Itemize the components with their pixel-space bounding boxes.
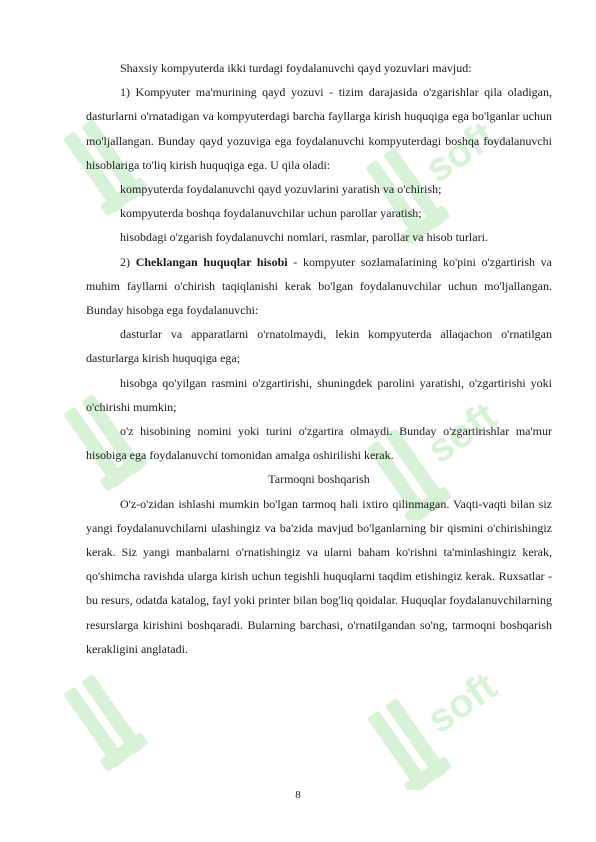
watermark-text: soft bbox=[417, 113, 503, 192]
paragraph-limited-account bbox=[86, 250, 552, 323]
paragraph-number: 2) bbox=[120, 254, 130, 269]
body-text bbox=[86, 56, 552, 661]
paragraph-intro: Shaxsiy kompyuterda ikki turdagi foydalanuvchi qayd yozuvlari mavjud: bbox=[120, 61, 472, 75]
list-item: hisobdagi o'zgarish foydalanuvchi nomlari, rasmlar, parollar va hisob turlari. bbox=[120, 230, 488, 245]
watermark-text: soft bbox=[419, 393, 505, 473]
list-item: dasturlar va apparatlarni o'rnatolmaydi, lekin kompyuterda allaqachon o'rnatilgan dasturlarga kirish huquqiga ega; bbox=[86, 327, 552, 366]
section-heading: Tarmoqni boshqarish bbox=[268, 472, 370, 487]
watermark-logo bbox=[60, 650, 170, 800]
paragraph-admin-account: 1) Kompyuter ma'murining qayd yozuvi - tizim darajasida o'zgarishlar qila oladigan, dasturlarni o'rnatadigan va kompyuterdagi barcha fayllarga kirish huquqiga ega bo'lganlar uchun mo'ljallangan. Bunday qayd yozuviga ega foydalanuvchi kompyuterdagi boshqa foydalanuvchi hisoblariga to'liq kirish huquqiga ega. U qila oladi: bbox=[86, 85, 552, 172]
list-item: hisobga qo'yilgan rasmini o'zgartirishi, shuningdek parolini yaratishi, o'zgartirishi yoki o'chirishi mumkin; bbox=[86, 375, 552, 414]
page-number: 8 bbox=[295, 789, 301, 801]
list-item: o'z hisobining nomini yoki turini o'zgartira olmaydi. Bunday o'zgartirishlar ma'mur hisobiga ega foydalanuvchi tomonidan amalga oshirilishi kerak. bbox=[86, 424, 552, 463]
paragraph-body: - kompyuter sozlamalarining ko'pini o'zgartirish va muhim fayllarni o'chirish taqiqlanishi kerak bo'lgan foydalanuvchilar uchun mo'ljallangan. Bunday hisobga ega foydalanuvchi: bbox=[86, 254, 553, 318]
list-item: kompyuterda boshqa foydalanuvchilar uchun parollar yaratish; bbox=[120, 206, 422, 221]
list-item: kompyuterda foydalanuvchi qayd yozuvlarini yaratish va o'chirish; bbox=[120, 182, 442, 197]
bold-term: Cheklangan huquqlar hisobi bbox=[135, 254, 288, 269]
watermark-text: soft bbox=[419, 663, 505, 743]
paragraph-network: O'z-o'zidan ishlashi mumkin bo'lgan tarmoq hali ixtiro qilinmagan. Vaqti-vaqti bilan siz yangi foydalanuvchilarni ulashingiz va ba'zida mavjud bo'lganlarning bir qismini o'chirishingiz kerak. Siz yangi manbalarni o'rnatishingiz va ularni baham ko'rishni ta'minlashingiz kerak, qo'shimcha ravishda ularga kirish uchun tegishli huquqlarni taqdim etishingiz kerak. Ruxsatlar - bu resurs, odatda katalog, fayl yoki printer bilan bog'liq qoidalar. Huquqlar foydalanuvchilarning resurslarga kirishini boshqaradi. Bularning barchasi, o'rnatilgandan so'ng, tarmoqni boshqarish kerakligini anglatadi. bbox=[86, 496, 552, 656]
watermark-logo bbox=[350, 640, 550, 790]
